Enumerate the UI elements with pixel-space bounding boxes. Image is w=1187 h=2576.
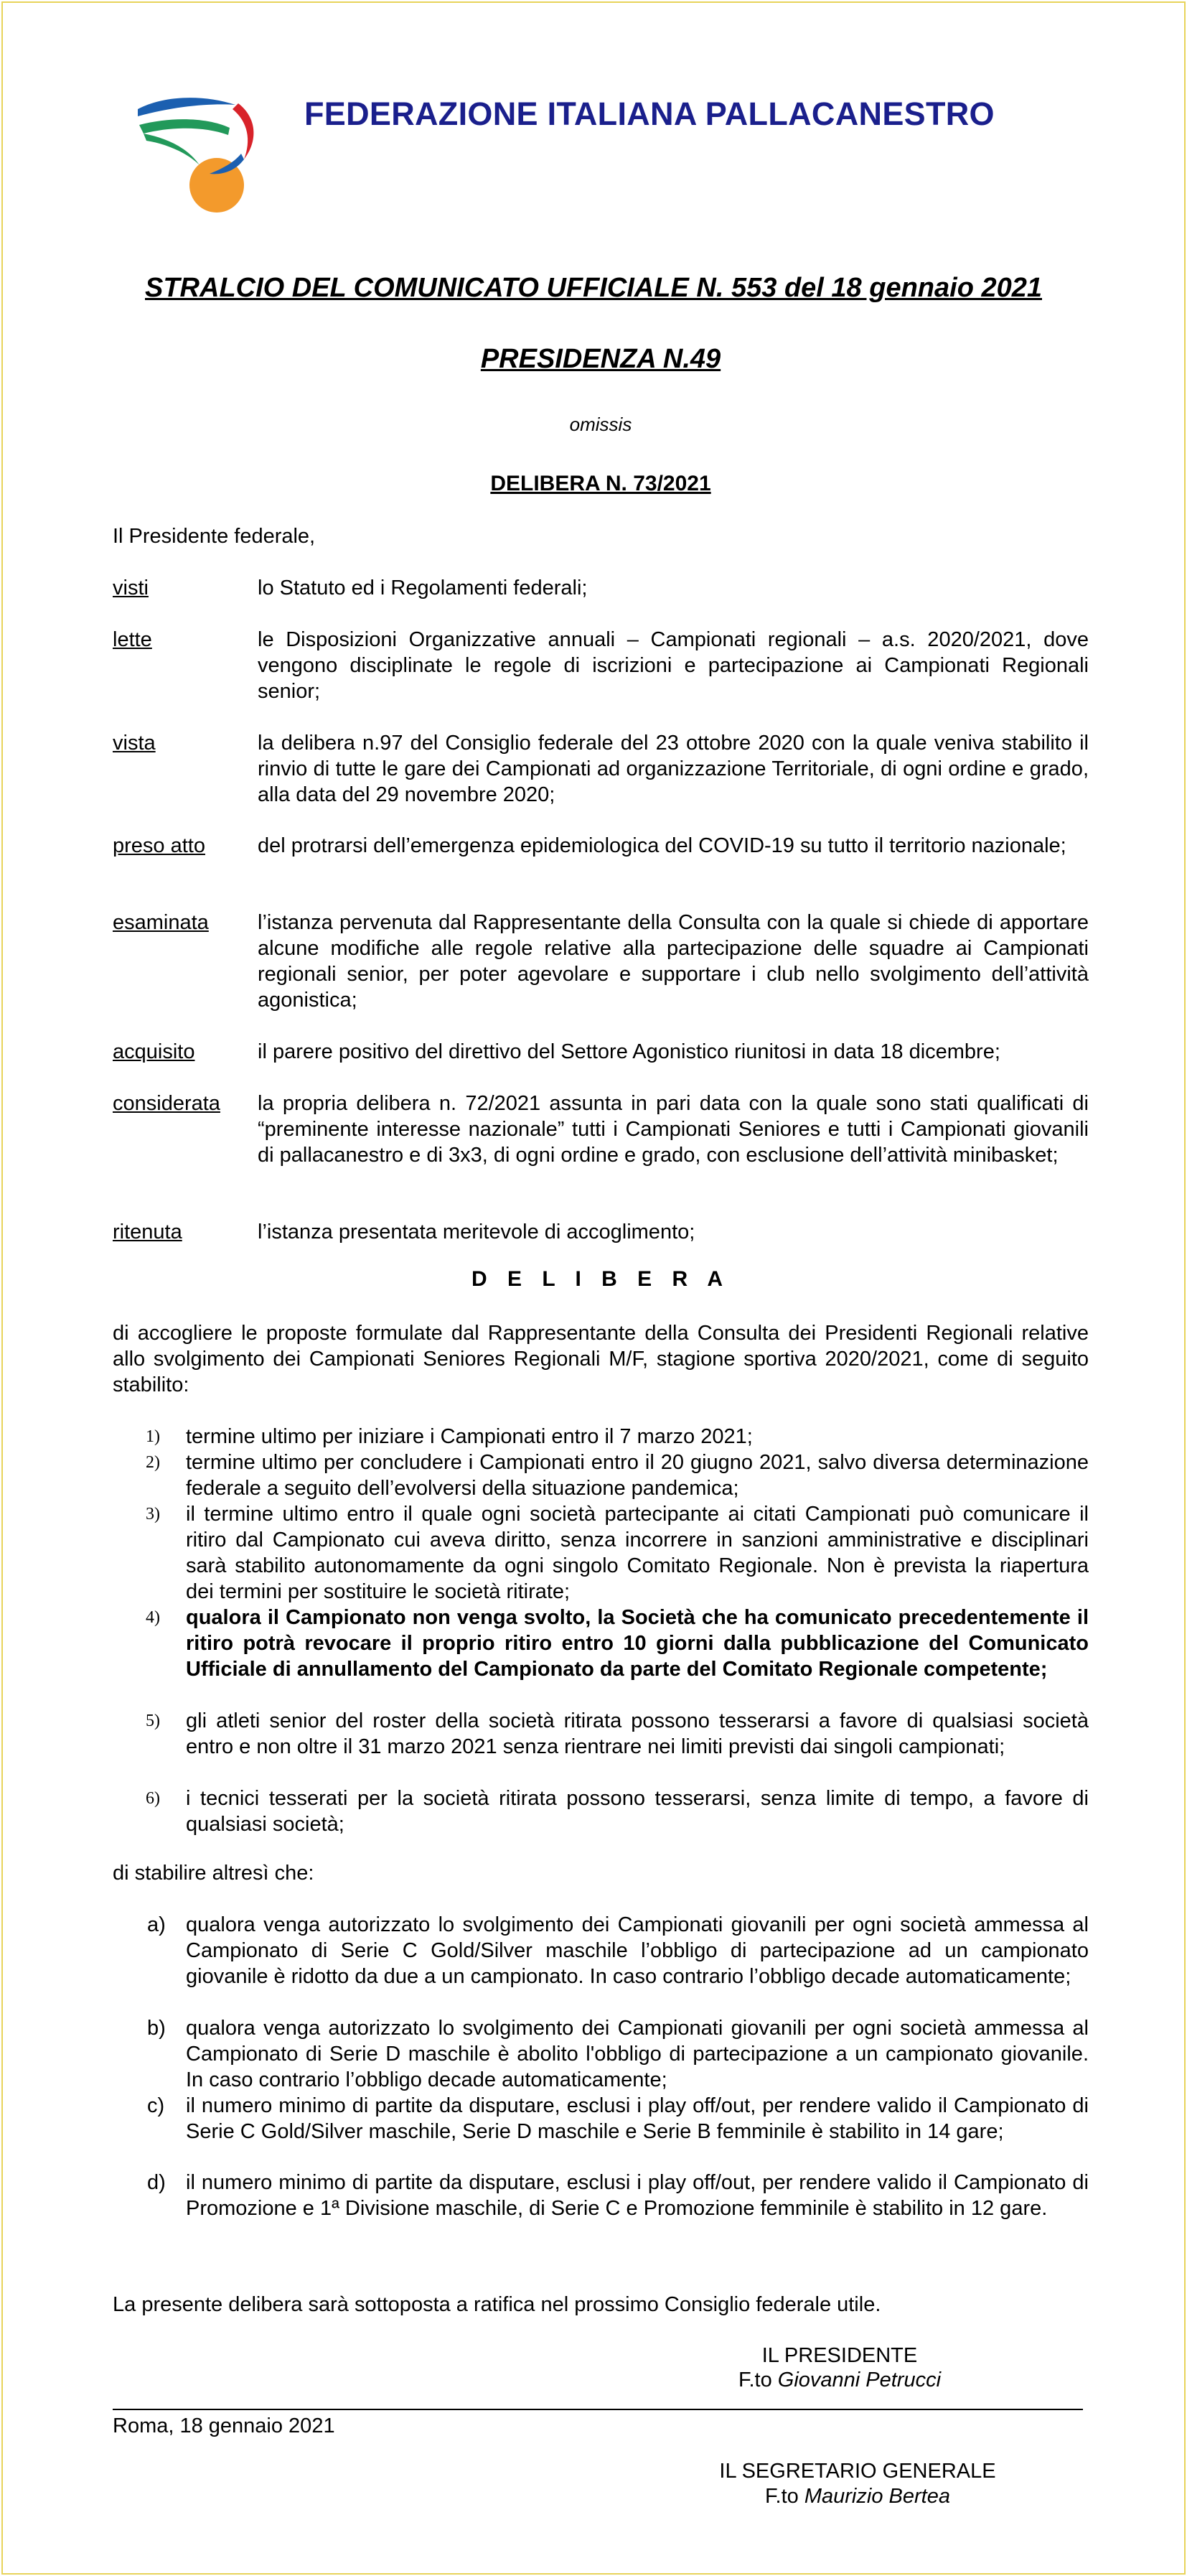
delibera-heading: D E L I B E R A [471,1267,731,1291]
consideration-text: l’istanza pervenuta dal Rappresentante della Consulta con la quale si chiede di apportare alcune modifiche alle regole relative alla partecipazione delle squadre ai Campionati regionali senior, per poter agevolare e supportare i club nello svolgimento dell’attività agonistica; [258,911,1089,1012]
consideration-text: l’istanza presentata meritevole di accoglimento; [258,1221,695,1243]
consideration-label: ritenuta [113,1221,182,1243]
list-item: il numero minimo di partite da disputare, esclusi i play off/out, per rendere valido il Campionato di Promozione e 1ª Divisione maschile, di Serie C e Promozione femminile è stabilito in 12 gare. [186,2171,1089,2220]
list-item: qualora venga autorizzato lo svolgimento dei Campionati giovanili per ogni società ammessa al Campionato di Serie D maschile è abolito l'obbligo di partecipazione a un campionato giovanile. In caso contrario l’obbligo decade automaticamente; [186,2017,1089,2091]
document-title: STRALCIO DEL COMUNICATO UFFICIALE N. 553 del 18 gennaio 2021 [145,273,1042,303]
consideration-label: lette [113,628,152,651]
list-marker: a) [147,1913,166,1936]
consideration-text: le Disposizioni Organizzative annuali – Campionati regionali – a.s. 2020/2021, dove vengono disciplinate le regole di iscrizioni e partecipazione ai Campionati Regionali senior; [258,628,1089,703]
list-item: il numero minimo di partite da disputare, esclusi i play off/out, per rendere valido il Campionato di Serie C Gold/Silver maschile, Serie D maschile e Serie B femminile è stabilito in 14 gare; [186,2094,1089,2143]
president-signature [710,2367,969,2393]
list-item: il termine ultimo entro il quale ogni società partecipante ai citati Campionati può comunicare il ritiro dal Campionato cui aveva diritto, senza incorrere in sanzioni amministrative e disciplinari sarà stabilito autonomamente da ogni singolo Comitato Regionale. Non è prevista la riapertura dei termini per sostituire le società ritirate; [186,1503,1089,1603]
signature-prefix: F.to [765,2485,799,2508]
list-marker: 5) [146,1712,160,1730]
president-role: IL PRESIDENTE [761,2344,918,2367]
federation-name: FEDERAZIONE ITALIANA PALLACANESTRO [304,95,995,132]
consideration-label: esaminata [113,911,209,934]
consideration-text: il parere positivo del direttivo del Settore Agonistico riunitosi in data 18 dicembre; [258,1040,1000,1063]
list-item: i tecnici tesserati per la società ritirata possono tesserarsi, senza limite di tempo, a favore di qualsiasi società; [186,1787,1089,1836]
opening-line: Il Presidente federale, [113,525,316,548]
also-intro: di stabilire altresì che: [113,1862,314,1885]
consideration-label: visti [113,577,149,599]
place-date: Roma, 18 gennaio 2021 [113,2414,335,2437]
list-marker: b) [147,2017,166,2040]
consideration-text: la delibera n.97 del Consiglio federale del 23 ottobre 2020 con la quale veniva stabilito il rinvio di tutte le gare dei Campionati ad organizzazione Territoriale, di ogni ordine e grado, alla data del 29 novembre 2020; [258,732,1089,806]
secretary-signature [693,2483,1023,2509]
list-marker: 3) [146,1505,160,1523]
list-marker: 2) [146,1453,160,1472]
delibera-number: DELIBERA N. 73/2021 [490,472,711,495]
secretary-name: Maurizio Bertea [804,2485,950,2508]
list-marker: 6) [146,1789,160,1808]
fip-logo-icon [136,96,266,215]
consideration-text: la propria delibera n. 72/2021 assunta in pari data con la quale sono stati qualificati di “preminente interesse nazionale” tutti i Campionati Seniores e tutti i Campionati giovanili di pallacanestro e di 3x3, di ogni ordine e grado, con esclusione dell’attività minibasket; [258,1092,1089,1167]
list-item: termine ultimo per iniziare i Campionati entro il 7 marzo 2021; [186,1425,753,1448]
secretary-role: IL SEGRETARIO GENERALE [719,2460,996,2483]
list-marker: d) [147,2171,166,2194]
closing-statement: La presente delibera sarà sottoposta a ratifica nel prossimo Consiglio federale utile. [113,2293,881,2316]
list-marker: 1) [146,1427,160,1446]
consideration-label: vista [113,732,156,755]
consideration-text: lo Statuto ed i Regolamenti federali; [258,577,588,599]
list-marker: c) [147,2094,165,2117]
presidenza-heading: PRESIDENZA N.49 [480,344,721,374]
list-item: termine ultimo per concludere i Campionati entro il 20 giugno 2021, salvo diversa determinazione federale a seguito dell’evolversi della situazione pandemica; [186,1451,1089,1500]
divider [113,2409,1083,2410]
consideration-label: preso atto [113,834,205,857]
omissis-note: omissis [569,414,632,435]
consideration-text: del protrarsi dell’emergenza epidemiologica del COVID-19 su tutto il territorio nazionale; [258,834,1066,857]
consideration-label: considerata [113,1092,220,1115]
list-marker: 4) [146,1608,160,1627]
consideration-label: acquisito [113,1040,195,1063]
list-item-bold: qualora il Campionato non venga svolto, la Società che ha comunicato precedentemente il ritiro potrà revocare il proprio ritiro entro 10 giorni dalla pubblicazione del Comunicato Ufficiale di annullamento del Campionato da parte del Comitato Regionale competente; [186,1606,1089,1681]
delibera-intro: di accogliere le proposte formulate dal Rappresentante della Consulta dei Presidenti Regionali relative allo svolgimento dei Campionati Seniores Regionali M/F, stagione sportiva 2020/2021, come di seguito stabilito: [113,1322,1089,1396]
list-item: qualora venga autorizzato lo svolgimento dei Campionati giovanili per ogni società ammessa al Campionato di Serie C Gold/Silver maschile l’obbligo di partecipazione ad un campionato giovanile è ridotto da due a un campionato. In caso contrario l’obbligo decade automaticamente; [186,1913,1089,1988]
president-name: Giovanni Petrucci [777,2369,942,2391]
list-item: gli atleti senior del roster della società ritirata possono tesserarsi a favore di qualsiasi società entro e non oltre il 31 marzo 2021 senza rientrare nei limiti previsti dai singoli campionati; [186,1709,1089,1758]
signature-prefix: F.to [738,2369,772,2391]
